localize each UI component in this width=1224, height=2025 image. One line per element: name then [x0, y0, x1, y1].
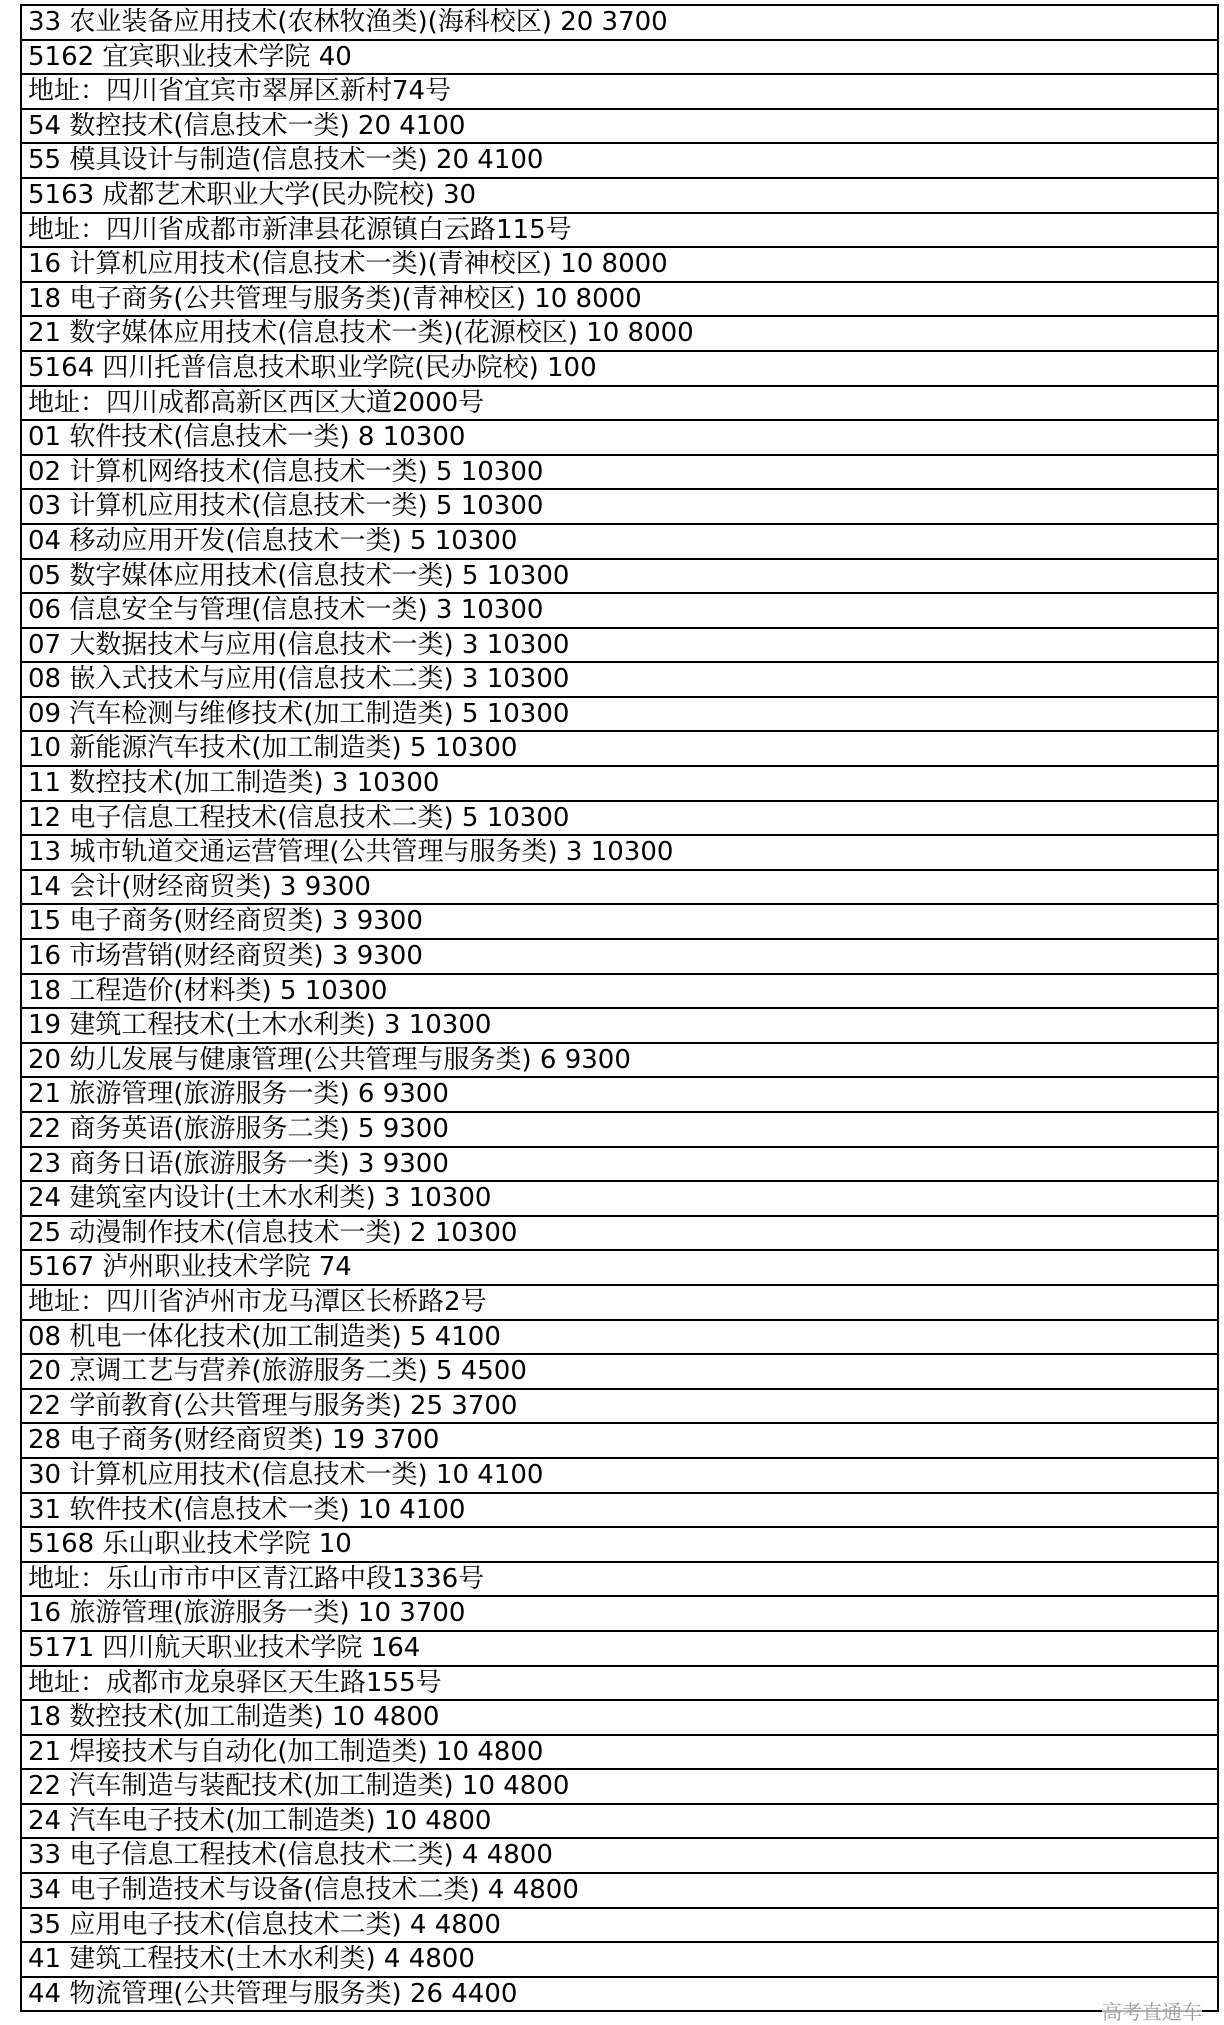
- row-text: 41 建筑工程技术(土木水利类) 4 4800: [28, 1944, 475, 1975]
- row-text: 地址：四川省泸州市龙马潭区长桥路2号: [28, 1286, 487, 1317]
- row-text: 16 计算机应用技术(信息技术一类)(青神校区) 10 8000: [28, 249, 668, 280]
- table-row: [22, 1632, 1217, 1667]
- table-row: [22, 940, 1217, 975]
- table-row: [22, 871, 1217, 906]
- row-text: 28 电子商务(财经商贸类) 19 3700: [28, 1425, 440, 1456]
- row-text: 24 建筑室内设计(土木水利类) 3 10300: [28, 1183, 492, 1214]
- table-row: [22, 975, 1217, 1010]
- row-text: 22 商务英语(旅游服务二类) 5 9300: [28, 1114, 449, 1144]
- row-text: 10 新能源汽车技术(加工制造类) 5 10300: [28, 733, 518, 764]
- table-row: [22, 1459, 1217, 1494]
- watermark: 高考直通车: [1102, 1996, 1202, 2025]
- table-row: [22, 490, 1217, 525]
- row-text: 25 动漫制作技术(信息技术一类) 2 10300: [28, 1217, 518, 1248]
- table-row: [22, 421, 1217, 456]
- table-row: [22, 1182, 1217, 1217]
- row-text: 30 计算机应用技术(信息技术一类) 10 4100: [28, 1459, 544, 1490]
- row-text: 24 汽车电子技术(加工制造类) 10 4800: [28, 1805, 492, 1836]
- row-text: 5162 宜宾职业技术学院 40: [28, 41, 352, 72]
- row-text: 地址：乐山市市中区青江路中段1336号: [28, 1563, 485, 1594]
- row-text: 35 应用电子技术(信息技术二类) 4 4800: [28, 1909, 501, 1940]
- table-row: [22, 1943, 1217, 1978]
- table-row: [22, 1667, 1217, 1702]
- table-row: [22, 6, 1217, 41]
- row-text: 02 计算机网络技术(信息技术一类) 5 10300: [28, 456, 544, 487]
- row-text: 13 城市轨道交通运营管理(公共管理与服务类) 3 10300: [28, 837, 674, 868]
- table-row: [22, 698, 1217, 733]
- row-text: 14 会计(财经商贸类) 3 9300: [28, 871, 371, 902]
- table-row: [22, 248, 1217, 283]
- row-text: 21 旅游管理(旅游服务一类) 6 9300: [28, 1079, 449, 1110]
- table-row: [22, 560, 1217, 595]
- row-text: 5167 泸州职业技术学院 74: [28, 1252, 352, 1283]
- table-row: [22, 1839, 1217, 1874]
- table-row: [22, 1494, 1217, 1529]
- table-row: [22, 75, 1217, 110]
- row-text: 31 软件技术(信息技术一类) 10 4100: [28, 1494, 466, 1525]
- table-row: [22, 1805, 1217, 1840]
- table-row: [22, 1563, 1217, 1598]
- table-row: [22, 1009, 1217, 1044]
- table-row: [22, 1113, 1217, 1148]
- table-row: [22, 1355, 1217, 1390]
- row-text: 5164 四川托普信息技术职业学院(民办院校) 100: [28, 352, 597, 383]
- row-text: 21 焊接技术与自动化(加工制造类) 10 4800: [28, 1736, 544, 1767]
- row-text: 09 汽车检测与维修技术(加工制造类) 5 10300: [28, 698, 570, 729]
- row-text: 05 数字媒体应用技术(信息技术一类) 5 10300: [28, 560, 570, 591]
- row-text: 08 机电一体化技术(加工制造类) 5 4100: [28, 1321, 501, 1352]
- table-row: [22, 1424, 1217, 1459]
- row-text: 22 学前教育(公共管理与服务类) 25 3700: [28, 1390, 518, 1421]
- row-text: 18 数控技术(加工制造类) 10 4800: [28, 1702, 440, 1733]
- table-row: [22, 456, 1217, 491]
- table-row: [22, 525, 1217, 560]
- table-row: [22, 1909, 1217, 1944]
- row-text: 08 嵌入式技术与应用(信息技术二类) 3 10300: [28, 664, 570, 695]
- table-row: [22, 1044, 1217, 1079]
- row-text: 11 数控技术(加工制造类) 3 10300: [28, 768, 440, 799]
- table-row: [22, 663, 1217, 698]
- table-row: [22, 1217, 1217, 1252]
- row-text: 5168 乐山职业技术学院 10: [28, 1529, 352, 1560]
- table-row: [22, 732, 1217, 767]
- row-text: 03 计算机应用技术(信息技术一类) 5 10300: [28, 491, 544, 522]
- table-row: [22, 836, 1217, 871]
- table-row: [22, 802, 1217, 837]
- table-row: [22, 629, 1217, 664]
- table-row: [22, 41, 1217, 76]
- row-text: 20 幼儿发展与健康管理(公共管理与服务类) 6 9300: [28, 1044, 631, 1075]
- table-row: [22, 1251, 1217, 1286]
- row-text: 33 电子信息工程技术(信息技术二类) 4 4800: [28, 1840, 553, 1871]
- row-text: 16 市场营销(财经商贸类) 3 9300: [28, 941, 423, 972]
- row-text: 5171 四川航天职业技术学院 164: [28, 1632, 421, 1663]
- row-text: 54 数控技术(信息技术一类) 20 4100: [28, 110, 466, 141]
- table-row: [22, 1701, 1217, 1736]
- table-row: [22, 387, 1217, 422]
- table-row: [22, 1321, 1217, 1356]
- row-text: 44 物流管理(公共管理与服务类) 26 4400: [28, 1978, 518, 2009]
- table-row: [22, 1978, 1217, 2013]
- row-text: 地址：成都市龙泉驿区天生路155号: [28, 1667, 442, 1698]
- row-text: 20 烹调工艺与营养(旅游服务二类) 5 4500: [28, 1356, 527, 1387]
- table-row: [22, 1078, 1217, 1113]
- row-text: 15 电子商务(财经商贸类) 3 9300: [28, 906, 423, 937]
- row-text: 22 汽车制造与装配技术(加工制造类) 10 4800: [28, 1771, 570, 1802]
- table-row: [22, 179, 1217, 214]
- table-row: [22, 1528, 1217, 1563]
- row-text: 55 模具设计与制造(信息技术一类) 20 4100: [28, 145, 544, 176]
- row-text: 19 建筑工程技术(土木水利类) 3 10300: [28, 1010, 492, 1041]
- table-row: [22, 905, 1217, 940]
- row-text: 16 旅游管理(旅游服务一类) 10 3700: [28, 1598, 466, 1629]
- row-text: 地址：四川成都高新区西区大道2000号: [28, 387, 485, 418]
- row-text: 地址：四川省成都市新津县花源镇白云路115号: [28, 214, 572, 245]
- table-row: [22, 317, 1217, 352]
- table-row: [22, 594, 1217, 629]
- table-row: [22, 767, 1217, 802]
- row-text: 06 信息安全与管理(信息技术一类) 3 10300: [28, 595, 544, 626]
- table-row: [22, 1286, 1217, 1321]
- table-row: [22, 283, 1217, 318]
- table-row: [22, 1736, 1217, 1771]
- table-row: [22, 352, 1217, 387]
- table-row: [22, 1874, 1217, 1909]
- row-text: 34 电子制造技术与设备(信息技术二类) 4 4800: [28, 1875, 579, 1906]
- row-text: 5163 成都艺术职业大学(民办院校) 30: [28, 179, 477, 210]
- row-text: 18 工程造价(材料类) 5 10300: [28, 975, 388, 1006]
- row-text: 18 电子商务(公共管理与服务类)(青神校区) 10 8000: [28, 283, 642, 314]
- row-text: 33 农业装备应用技术(农林牧渔类)(海科校区) 20 3700: [28, 7, 668, 37]
- row-text: 07 大数据技术与应用(信息技术一类) 3 10300: [28, 629, 570, 660]
- table-row: [22, 1148, 1217, 1183]
- table-row: [22, 110, 1217, 145]
- row-text: 01 软件技术(信息技术一类) 8 10300: [28, 422, 466, 453]
- table-row: [22, 144, 1217, 179]
- row-text: 12 电子信息工程技术(信息技术二类) 5 10300: [28, 802, 570, 833]
- row-text: 04 移动应用开发(信息技术一类) 5 10300: [28, 525, 518, 556]
- table-row: [22, 1770, 1217, 1805]
- table-row: [22, 1390, 1217, 1425]
- table-row: [22, 1597, 1217, 1632]
- row-text: 21 数字媒体应用技术(信息技术一类)(花源校区) 10 8000: [28, 318, 694, 349]
- row-text: 地址：四川省宜宾市翠屏区新村74号: [28, 76, 452, 107]
- table-row: [22, 214, 1217, 249]
- enrollment-table: [20, 4, 1219, 2012]
- row-text: 23 商务日语(旅游服务一类) 3 9300: [28, 1148, 449, 1179]
